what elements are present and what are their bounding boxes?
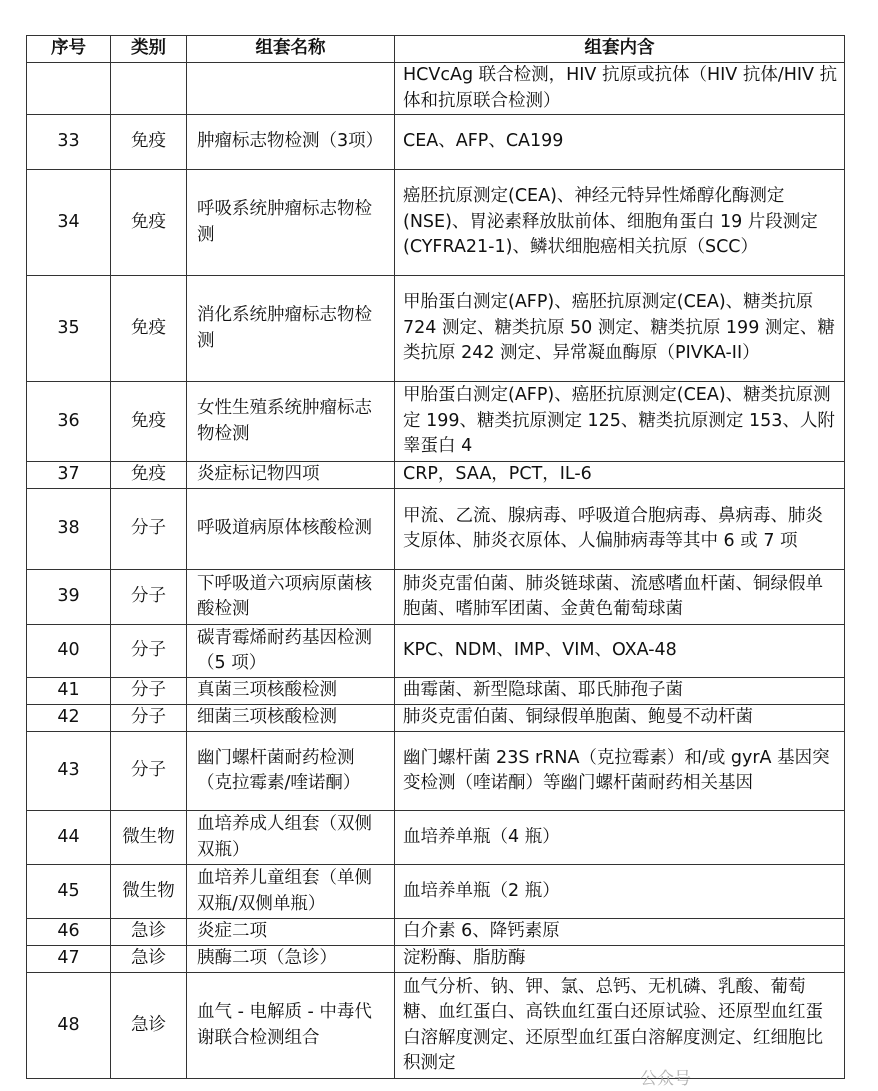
header-panel-name: 组套名称 xyxy=(187,36,395,63)
row-panel-name: 真菌三项核酸检测 xyxy=(187,678,395,705)
row-panel-content: 肺炎克雷伯菌、肺炎链球菌、流感嗜血杆菌、铜绿假单胞菌、嗜肺军团菌、金黄色葡萄球菌 xyxy=(395,570,845,625)
row-category xyxy=(111,63,187,115)
row-panel-name: 炎症标记物四项 xyxy=(187,462,395,489)
row-panel-name: 呼吸道病原体核酸检测 xyxy=(187,489,395,570)
row-number xyxy=(27,63,111,115)
row-panel-content: 甲胎蛋白测定(AFP)、癌胚抗原测定(CEA)、糖类抗原 724 测定、糖类抗原 50 测定、糖类抗原 199 测定、糖类抗原 242 测定、异常凝血酶原（PIVKA-II） xyxy=(395,276,845,382)
row-category: 分子 xyxy=(111,732,187,811)
row-panel-name xyxy=(187,63,395,115)
row-panel-name: 血气 - 电解质 - 中毒代谢联合检测组合 xyxy=(187,973,395,1079)
header-category: 类别 xyxy=(111,36,187,63)
row-category: 免疫 xyxy=(111,462,187,489)
table-row xyxy=(27,489,845,570)
row-number: 39 xyxy=(27,570,111,625)
row-category: 免疫 xyxy=(111,276,187,382)
row-panel-content: 甲流、乙流、腺病毒、呼吸道合胞病毒、鼻病毒、肺炎支原体、肺炎衣原体、人偏肺病毒等其中 6 或 7 项 xyxy=(395,489,845,570)
row-panel-content: 淀粉酶、脂肪酶 xyxy=(395,946,845,973)
table-row xyxy=(27,462,845,489)
row-panel-content: 癌胚抗原测定(CEA)、神经元特异性烯醇化酶测定(NSE)、胃泌素释放肽前体、细胞角蛋白 19 片段测定(CYFRA21-1)、鳞状细胞癌相关抗原（SCC） xyxy=(395,170,845,276)
row-number: 38 xyxy=(27,489,111,570)
row-panel-content: 白介素 6、降钙素原 xyxy=(395,919,845,946)
row-category: 分子 xyxy=(111,705,187,732)
table-row xyxy=(27,732,845,811)
row-panel-content: HCVcAg 联合检测，HIV 抗原或抗体（HIV 抗体/HIV 抗体和抗原联合检测） xyxy=(395,63,845,115)
row-panel-content: 甲胎蛋白测定(AFP)、癌胚抗原测定(CEA)、糖类抗原测定 199、糖类抗原测定 125、糖类抗原测定 153、人附睾蛋白 4 xyxy=(395,382,845,462)
row-category: 分子 xyxy=(111,678,187,705)
row-panel-content: CRP，SAA，PCT，IL-6 xyxy=(395,462,845,489)
row-panel-content: 肺炎克雷伯菌、铜绿假单胞菌、鲍曼不动杆菌 xyxy=(395,705,845,732)
row-category: 急诊 xyxy=(111,973,187,1079)
row-category: 分子 xyxy=(111,489,187,570)
row-category: 免疫 xyxy=(111,382,187,462)
row-category: 微生物 xyxy=(111,865,187,919)
table-row xyxy=(27,170,845,276)
row-panel-content: 血培养单瓶（2 瓶） xyxy=(395,865,845,919)
header-panel-content: 组套内含 xyxy=(395,36,845,63)
row-number: 43 xyxy=(27,732,111,811)
row-number: 34 xyxy=(27,170,111,276)
row-number: 41 xyxy=(27,678,111,705)
table-row xyxy=(27,115,845,170)
table-row xyxy=(27,946,845,973)
table-row xyxy=(27,811,845,865)
row-panel-name: 肿瘤标志物检测（3项） xyxy=(187,115,395,170)
row-number: 47 xyxy=(27,946,111,973)
row-panel-name: 呼吸系统肿瘤标志物检测 xyxy=(187,170,395,276)
table-row xyxy=(27,63,845,115)
row-panel-name: 幽门螺杆菌耐药检测（克拉霉素/喹诺酮） xyxy=(187,732,395,811)
row-category: 分子 xyxy=(111,625,187,678)
row-number: 46 xyxy=(27,919,111,946)
row-number: 37 xyxy=(27,462,111,489)
row-category: 免疫 xyxy=(111,170,187,276)
header-number: 序号 xyxy=(27,36,111,63)
table-row xyxy=(27,678,845,705)
test-panel-table xyxy=(26,35,845,1079)
row-number: 36 xyxy=(27,382,111,462)
watermark-text: 公众号 xyxy=(640,1069,691,1089)
row-panel-content: CEA、AFP、CA199 xyxy=(395,115,845,170)
row-panel-content: 曲霉菌、新型隐球菌、耶氏肺孢子菌 xyxy=(395,678,845,705)
row-category: 微生物 xyxy=(111,811,187,865)
table-row xyxy=(27,865,845,919)
row-category: 免疫 xyxy=(111,115,187,170)
row-number: 35 xyxy=(27,276,111,382)
row-panel-name: 血培养儿童组套（单侧双瓶/双侧单瓶） xyxy=(187,865,395,919)
row-panel-name: 血培养成人组套（双侧双瓶） xyxy=(187,811,395,865)
row-category: 分子 xyxy=(111,570,187,625)
row-panel-name: 碳青霉烯耐药基因检测（5 项） xyxy=(187,625,395,678)
row-panel-content: 幽门螺杆菌 23S rRNA（克拉霉素）和/或 gyrA 基因突变检测（喹诺酮）等幽门螺杆菌耐药相关基因 xyxy=(395,732,845,811)
table-row xyxy=(27,570,845,625)
row-number: 48 xyxy=(27,973,111,1079)
table-row xyxy=(27,625,845,678)
table-row xyxy=(27,705,845,732)
row-panel-content: 血气分析、钠、钾、氯、总钙、无机磷、乳酸、葡萄糖、血红蛋白、高铁血红蛋白还原试验、还原型血红蛋白溶解度测定、还原型血红蛋白溶解度测定、红细胞比积测定 xyxy=(395,973,845,1079)
table-row xyxy=(27,276,845,382)
row-category: 急诊 xyxy=(111,919,187,946)
row-panel-name: 下呼吸道六项病原菌核酸检测 xyxy=(187,570,395,625)
row-panel-name: 女性生殖系统肿瘤标志物检测 xyxy=(187,382,395,462)
row-number: 33 xyxy=(27,115,111,170)
row-panel-name: 胰酶二项（急诊） xyxy=(187,946,395,973)
table-row xyxy=(27,382,845,462)
row-number: 45 xyxy=(27,865,111,919)
table-row xyxy=(27,919,845,946)
row-panel-name: 炎症二项 xyxy=(187,919,395,946)
table-header-row xyxy=(27,36,845,63)
row-number: 40 xyxy=(27,625,111,678)
table-row xyxy=(27,973,845,1079)
row-panel-name: 消化系统肿瘤标志物检测 xyxy=(187,276,395,382)
row-number: 42 xyxy=(27,705,111,732)
row-panel-content: KPC、NDM、IMP、VIM、OXA-48 xyxy=(395,625,845,678)
row-number: 44 xyxy=(27,811,111,865)
row-category: 急诊 xyxy=(111,946,187,973)
row-panel-name: 细菌三项核酸检测 xyxy=(187,705,395,732)
row-panel-content: 血培养单瓶（4 瓶） xyxy=(395,811,845,865)
